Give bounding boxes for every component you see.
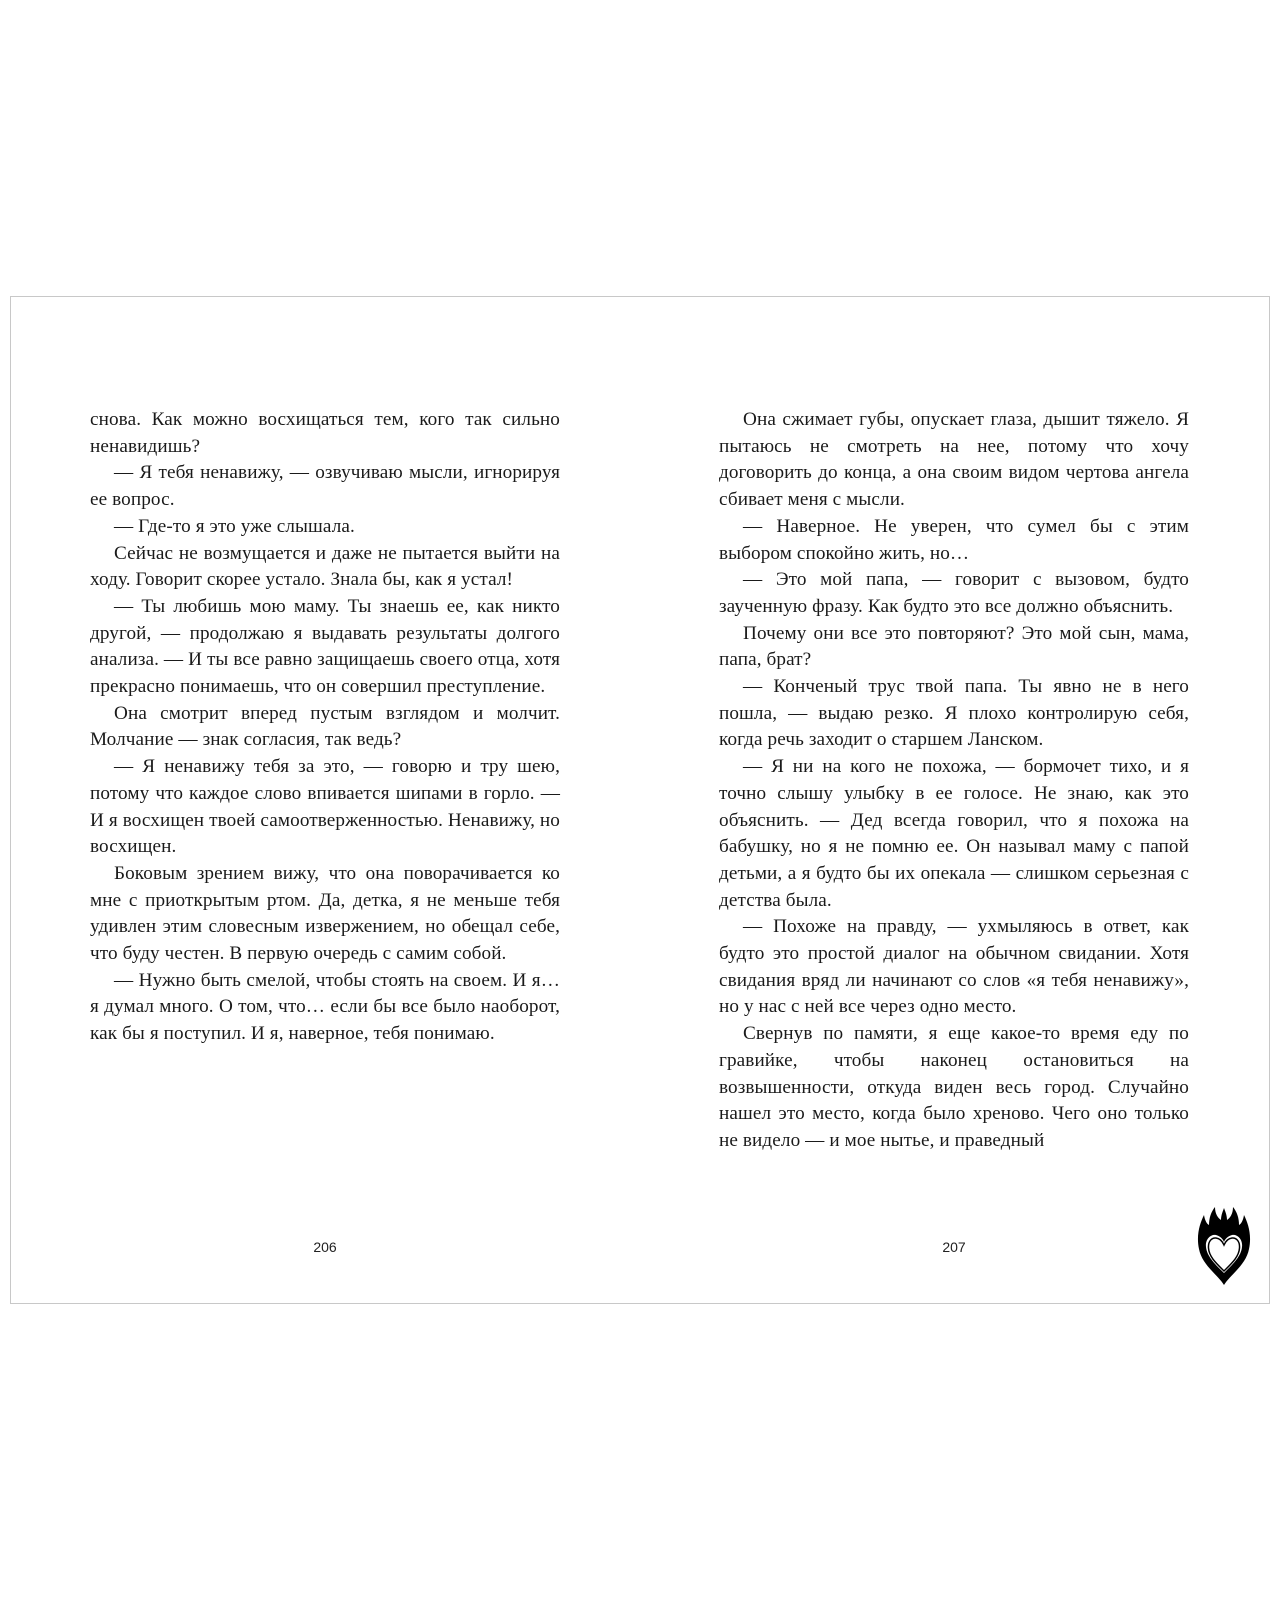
page-number-right: 207 <box>942 1239 966 1255</box>
paragraph: — Ты любишь мою маму. Ты знаешь ее, как никто другой, — продолжаю я выдавать результаты долгого анализа. — И ты все равно защищаешь своего отца, хотя прекрасно понимаешь, что он совершил преступление. <box>90 595 560 698</box>
left-page-text <box>90 407 560 1048</box>
paragraph: — Я тебя ненавижу, — озвучиваю мысли, игнорируя ее вопрос. <box>90 462 560 511</box>
paragraph: Сейчас не возмущается и даже не пытается выйти на ходу. Говорит скорее устало. Знала бы, как я устал! <box>90 542 560 591</box>
flaming-heart-icon <box>1194 1205 1254 1289</box>
paragraph: Она смотрит вперед пустым взглядом и молчит. Молчание — знак согласия, так ведь? <box>90 702 560 751</box>
paragraph: — Я ненавижу тебя за это, — говорю и тру шею, потому что каждое слово впивается шипами в горло. — И я восхищен твоей самоотверженностью. Ненавижу, но восхищен. <box>90 756 560 858</box>
paragraph: снова. Как можно восхищаться тем, кого так сильно ненавидишь? <box>90 409 560 457</box>
paragraph: Она сжимает губы, опускает глаза, дышит тяжело. Я пытаюсь не смотреть на нее, потому что хочу договорить до конца, а она своим видом чертова ангела сбивает меня с мысли. <box>719 409 1189 511</box>
right-page-text <box>719 407 1189 1155</box>
paragraph: — Нужно быть смелой, чтобы стоять на своем. И я… я думал много. О том, что… если бы все было наоборот, как бы я поступил. И я, наверное, тебя понимаю. <box>90 969 560 1045</box>
paragraph: Свернув по памяти, я еще какое-то время еду по гравийке, чтобы наконец остановиться на возвышенности, откуда виден весь город. Случайно нашел это место, когда было хреново. Чего оно только не видело — и мое нытье, и праведный <box>719 1023 1189 1151</box>
paragraph: — Это мой папа, — говорит с вызовом, будто заученную фразу. Как будто это все должно объяснить. <box>719 569 1189 617</box>
paragraph: — Я ни на кого не похожа, — бормочет тихо, и я точно слышу улыбку в ее голосе. Не знаю, как это объяснить. — Дед всегда говорил, что я похожа на бабушку, но я не помню ее. Он называл маму с папой детьми, а я будто бы их опекала — слишком серьезная с детства была. <box>719 756 1189 911</box>
right-page <box>719 407 1189 1187</box>
paragraph: Боковым зрением вижу, что она поворачивается ко мне с приоткрытым ртом. Да, детка, я не меньше тебя удивлен этим словесным извержением, но обещал себе, что буду честен. В первую очередь с самим собой. <box>90 862 560 965</box>
left-page <box>90 407 560 1187</box>
paragraph: — Где-то я это уже слышала. <box>114 515 355 537</box>
paragraph: — Конченый трус твой папа. Ты явно не в него пошла, — выдаю резко. Я плохо контролирую себя, когда речь заходит о старшем Ланском. <box>719 676 1189 751</box>
paragraph: — Наверное. Не уверен, что сумел бы с этим выбором спокойно жить, но… <box>719 515 1189 564</box>
book-spread <box>10 296 1270 1304</box>
paragraph: Почему они все это повторяют? Это мой сын, мама, папа, брат? <box>719 622 1189 671</box>
paragraph: — Похоже на правду, — ухмыляюсь в ответ, как будто это простой диалог на обычном свидании. Хотя свидания вряд ли начинают со слов «я тебя ненавижу», но у нас с ней все через одно место. <box>719 916 1189 1018</box>
page-number-left: 206 <box>313 1239 337 1255</box>
